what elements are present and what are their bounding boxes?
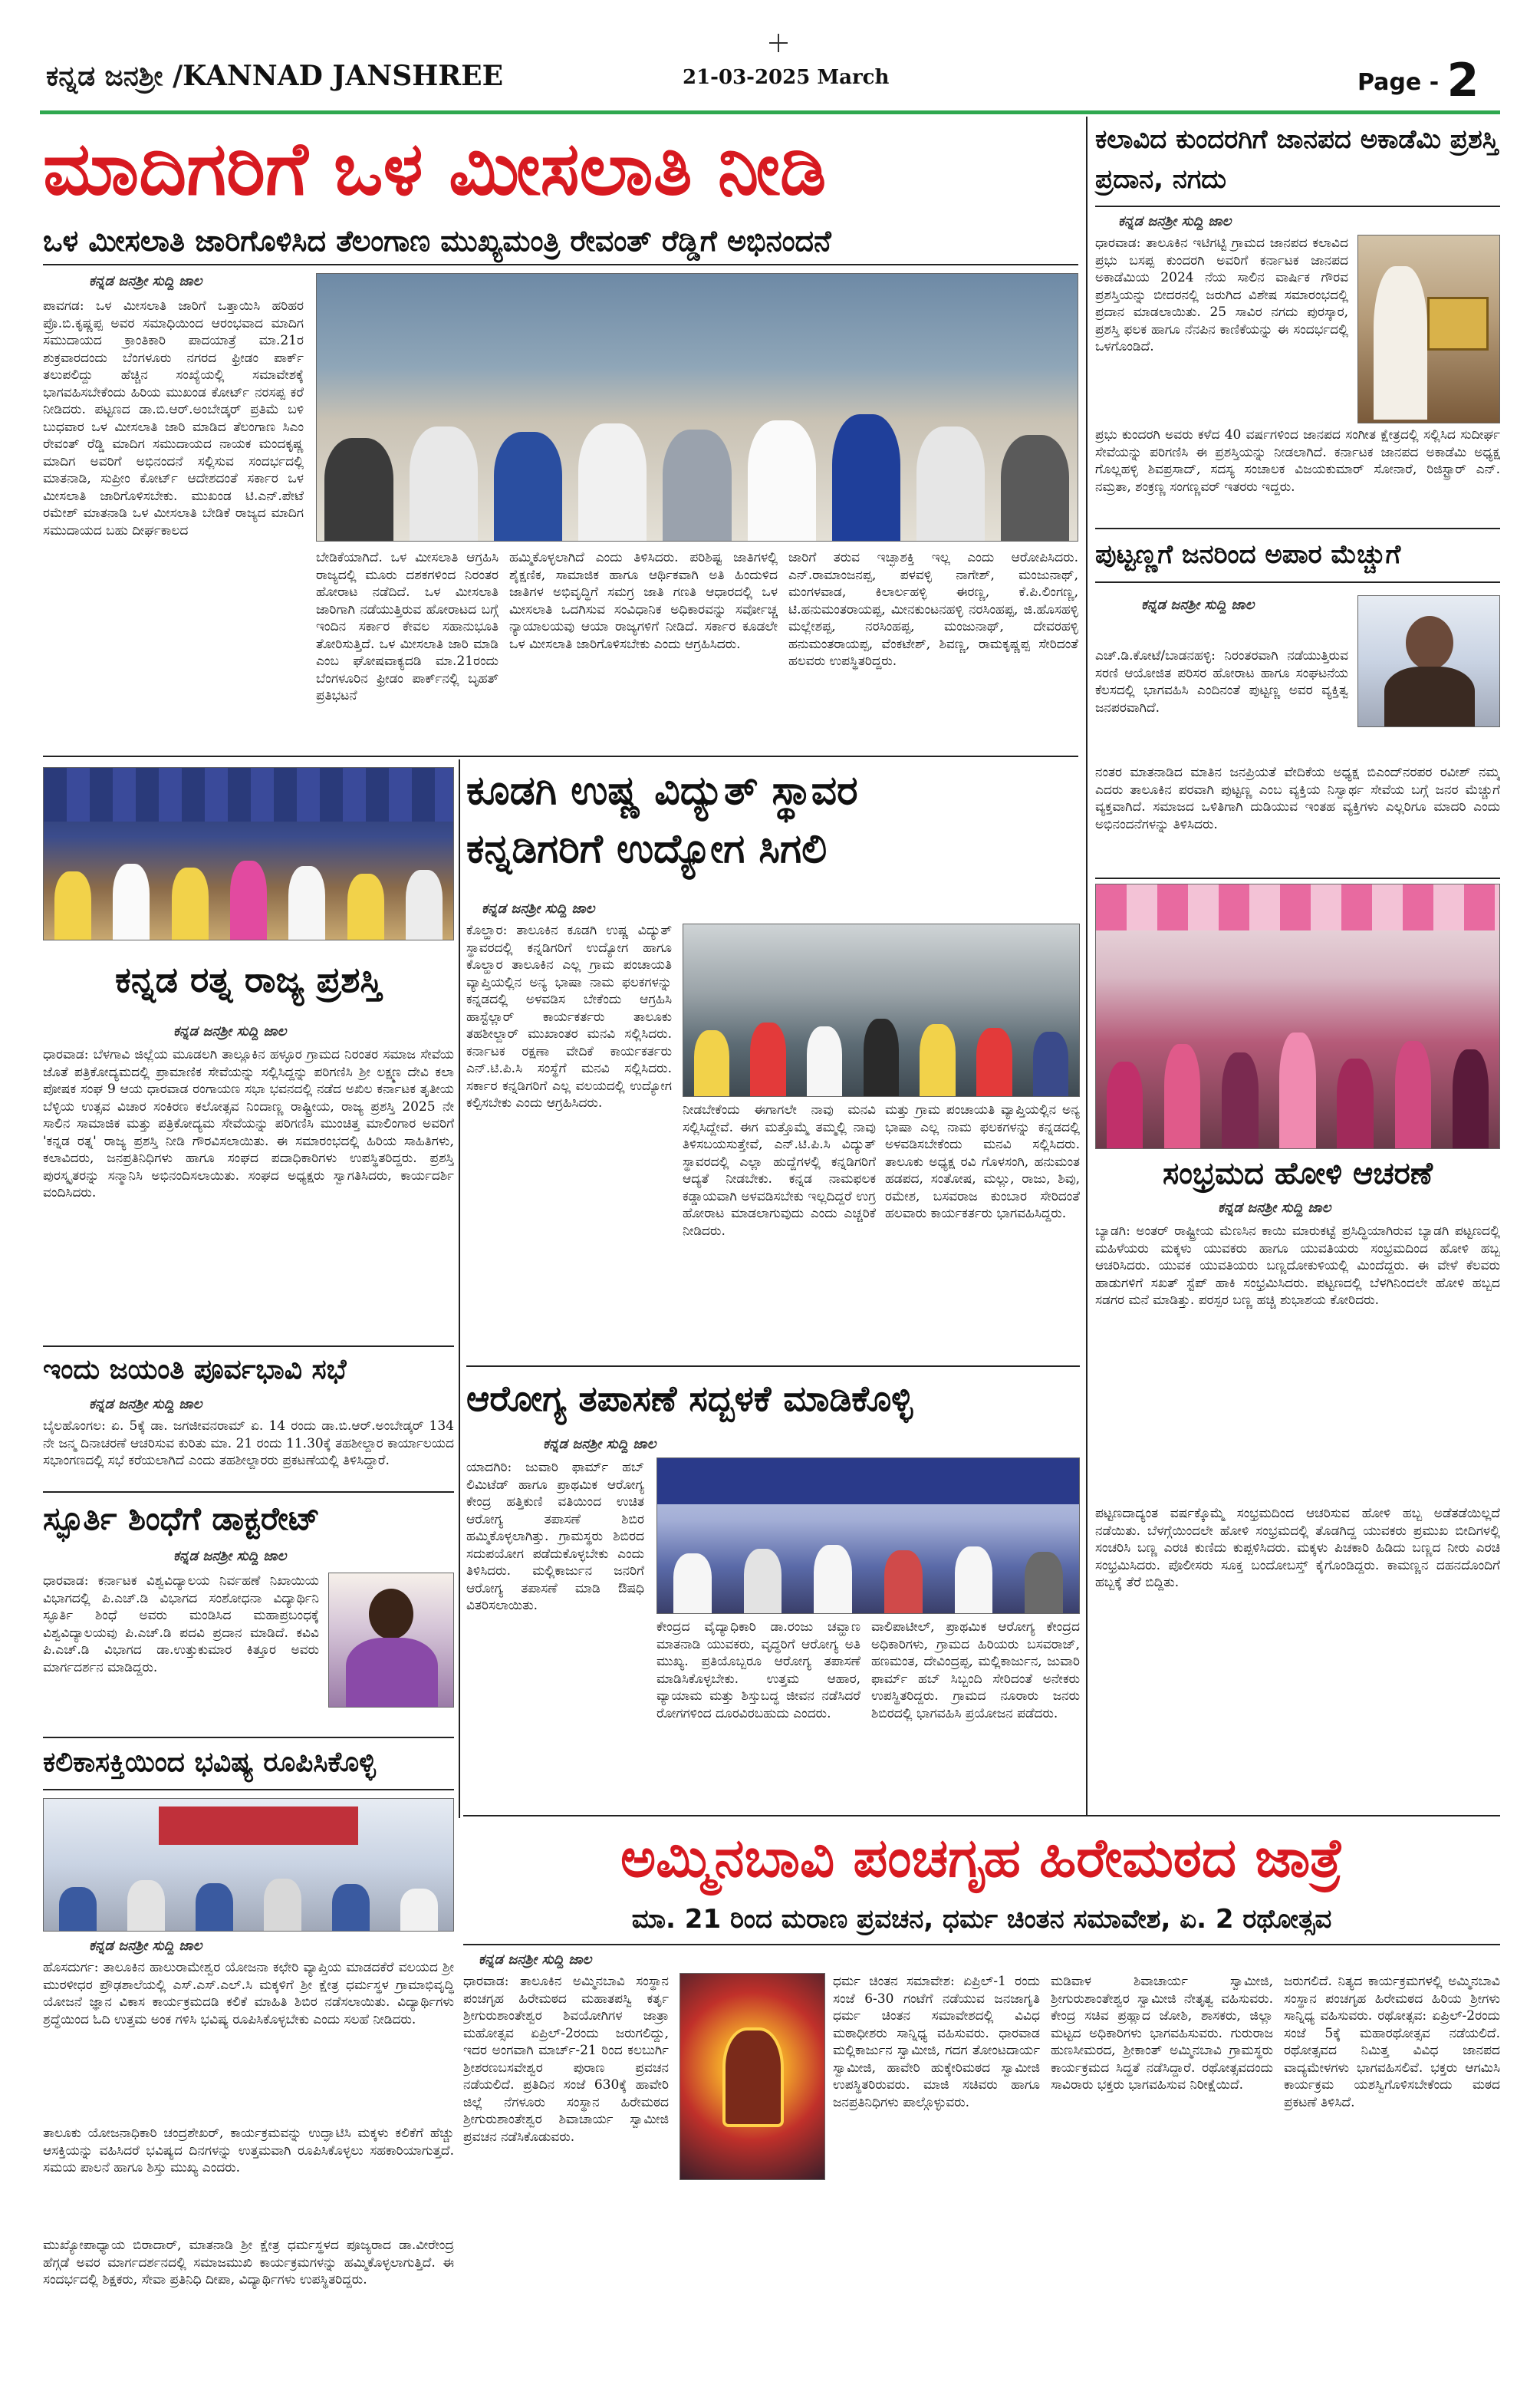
kalavida-rule (1095, 206, 1500, 207)
classroom-students (44, 1858, 453, 1931)
arogya-text1: ಯಾದಗಿರಿ: ಜುವಾರಿ ಫಾರ್ಮ್ ಹಬ್ ಲಿಮಿಟೆಡ್ ಹಾಗೂ ಪ್ರಾಥಮಿಕ ಆರೋಗ್ಯ ಕೇಂದ್ರ ಹತ್ತಿಕುಣಿ ವತಿಯಿಂದ ಉಚಿತ ಆರೋಗ್ಯ ತಪಾಸಣೆ ಶಿಬಿರ ಹಮ್ಮಿಕೊಳ್ಳಲಾಗಿತ್ತು. ಗ್ರಾಮಸ್ಥರು ಶಿಬಿರದ ಸದುಪಯೋಗ ಪಡೆದುಕೊಳ್ಳಬೇಕು ಎಂದು ತಿಳಿಸಿದರು. ಮಲ್ಲಿಕಾರ್ಜುನ ಜನರಿಗೆ ಆರೋಗ್ಯ ತಪಾಸಣೆ ಮಾಡಿ ಔಷಧಿ ವಿತರಿಸಲಾಯಿತು. (466, 1460, 644, 1613)
right-rule-2 (1095, 878, 1500, 879)
kudagi-text2: ನೀಡಬೇಕೆಂದು ಈಗಾಗಲೇ ನಾವು ಮನವಿ ಸಲ್ಲಿಸಿದ್ದೇವೆ. ಈಗ ಮತ್ತೊಮ್ಮೆ ತಮ್ಮಲ್ಲಿ ನಾವು ತಿಳಿಸಬಯಸುತ್ತೇವೆ, ಎನ್.ಟಿ.ಪಿ.ಸಿ ವಿದ್ಯುತ್ ಸ್ಥಾವರದಲ್ಲಿ ಎಲ್ಲಾ ಹುದ್ದೆಗಳಲ್ಲಿ ಕನ್ನಡಿಗರಿಗೆ ಆದ್ಯತೆ ನೀಡಬೇಕು. ಕನ್ನಡ ನಾಮಫಲಕ ಕಡ್ಡಾಯವಾಗಿ ಅಳವಡಿಸಬೇಕು ಇಲ್ಲದಿದ್ದರೆ ಉಗ್ರ ಹೋರಾಟ ಮಾಡಲಾಗುವುದು ಎಂದು ಎಚ್ಚರಿಕೆ ನೀಡಿದರು. (683, 1102, 876, 1239)
holi-story (1095, 1152, 1500, 1820)
portrait-head (369, 1589, 413, 1639)
stage-guests (44, 845, 453, 940)
kalikasakti-text2: ತಾಲೂಕು ಯೋಜನಾಧಿಕಾರಿ ಚಂದ್ರಶೇಖರ್, ಕಾರ್ಯಕ್ರಮವನ್ನು ಉದ್ಘಾಟಿಸಿ ಮಕ್ಕಳು ಕಲಿಕೆಗೆ ಹೆಚ್ಚು ಆಸಕ್ತಿಯನ್ನು ವಹಿಸಿದರೆ ಭವಿಷ್ಯದ ದಿನಗಳನ್ನು ಉತ್ತಮವಾಗಿ ರೂಪಿಸಿಕೊಳ್ಳಲು ಸಹಕಾರಿಯಾಗುತ್ತದೆ. ಸಮಯ ಪಾಲನೆ ಹಾಗೂ ಶಿಸ್ತು ಮುಖ್ಯ ಎಂದರು. (43, 2126, 454, 2175)
jatre-story (463, 1821, 1500, 2366)
puttanna-photo (1357, 595, 1500, 727)
portrait-head (1406, 616, 1453, 670)
kalavida-text2: ಪ್ರಭು ಕುಂದರಗಿ ಅವರು ಕಳೆದ 40 ವರ್ಷಗಳಿಂದ ಜಾನಪದ ಸಂಗೀತ ಕ್ಷೇತ್ರದಲ್ಲಿ ಸಲ್ಲಿಸಿದ ಸುದೀರ್ಘ ಸೇವೆಯನ್ನು ಪರಿಗಣಿಸಿ ಈ ಪ್ರಶಸ್ತಿಯನ್ನು ನೀಡಲಾಗಿದೆ. ಕರ್ನಾಟಕ ಜಾನಪದ ಅಕಾಡೆಮಿ ಅಧ್ಯಕ್ಷ ಗೊಲ್ಲಹಳ್ಳಿ ಶಿವಪ್ರಸಾದ್, ಸದಸ್ಯ ಸಂಚಾಲಕ ವಿಜಯಕುಮಾರ್ ಸೋನಾರೆ, ರಿಜಿಸ್ಟ್ರಾರ್ ಎನ್. ನಮ್ರತಾ, ಶಂಕ್ರಣ್ಣ ಸಂಗಣ್ಣವರ್ ಇತರರು ಇದ್ದರು. (1095, 427, 1500, 495)
puttanna-text2: ನಂತರ ಮಾತನಾಡಿದ ಮಾತಿನ ಜನಪ್ರಿಯತೆ ವೇದಿಕೆಯ ಅಧ್ಯಕ್ಷ ಬಿಎಂದ್‌ನರಪರ ರವೀಶ್ ನಮ್ಮ ಎದರು ತಾಲೂಕಿನ ಪರವಾಗಿ ಪುಟ್ಟಣ್ಣ ಎಂಬ ವ್ಯಕ್ತಿಯ ನಿಸ್ವಾರ್ಥ ಸೇವೆಯ ಬಗ್ಗೆ ಜನರ ಮೆಚ್ಚುಗೆ ವ್ಯಕ್ತವಾಗಿದೆ. ಸಮಾಜದ ಒಳಿತಿಗಾಗಿ ದುಡಿಯುವ ಇಂತಹ ವ್ಯಕ್ತಿಗಳು ಎಲ್ಲರಿಗೂ ಮಾದರಿ ಎಂದು ಅಭಿನಂದನೆಗಳನ್ನು ತಿಳಿಸಿದರು. (1095, 765, 1500, 832)
jatre-text-col1: ಧಾರವಾಡ: ತಾಲೂಕಿನ ಅಮ್ಮಿನಬಾವಿ ಸಂಸ್ಥಾನ ಪಂಚಗೃಹ ಹಿರೇಮಠದ ಮಹಾತಪಸ್ವಿ ಕರ್ತೃ ಶ್ರೀಗುರುಶಾಂತೇಶ್ವರ ಶಿವಯೋಗಿಗಳ ಜಾತ್ರಾ ಮಹೋತ್ಸವ ಏಪ್ರಿಲ್-2ರಂದು ಜರುಗಲಿದ್ದು, ಇದರ ಅಂಗವಾಗಿ ಮಾರ್ಚ್-21 ರಿಂದ ಕಲಬುರ್ಗಿ ಶ್ರೀಶರಣಬಸವೇಶ್ವರ ಪುರಾಣ ಪ್ರವಚನ ನಡೆಯಲಿದೆ. ಪ್ರತಿದಿನ ಸಂಜೆ 630ಕ್ಕೆ ಹಾವೇರಿ ಜಿಲ್ಲೆ ನೆಗಳೂರು ಸಂಸ್ಥಾನ ಹಿರೇಮಠದ ಶ್ರೀಗುರುಶಾಂತೇಶ್ವರ ಶಿವಾಚಾರ್ಯ ಸ್ವಾಮೀಜಿ ಪ್ರವಚನ ನಡೆಸಿಕೊಡುವರು. (463, 1974, 669, 2145)
ratna-headline: ಕನ್ನಡ ರತ್ನ ರಾಜ್ಯ ಪ್ರಶಸ್ತಿ (115, 959, 382, 1000)
kalikasakti-headline: ಕಲಿಕಾಸಕ್ತಿಯಿಂದ ಭವಿಷ್ಯ ರೂಪಿಸಿಕೊಳ್ಳಿ (43, 1747, 376, 1778)
jatre-rule (463, 1944, 1500, 1945)
crosshair-mark-h (769, 42, 788, 44)
puttanna-rule (1095, 581, 1500, 583)
brand-english: KANNAD JANSHREE (183, 60, 504, 92)
lead-text-col1: ಪಾವಗಡ: ಒಳ ಮೀಸಲಾತಿ ಜಾರಿಗೆ ಒತ್ತಾಯಿಸಿ ಹರಿಹರ ಪ್ರೊ.ಬಿ.ಕೃಷ್ಣಪ್ಪ ಅವರ ಸಮಾಧಿಯಿಂದ ಆರಂಭವಾದ ಮಾದಿಗ ಸಮುದಾಯದ ಕ್ರಾಂತಿಕಾರಿ ಪಾದಯಾತ್ರೆ ಮಾ.21ರ ಶುಕ್ರವಾರದಂದು ಬೆಂಗಳೂರು ನಗರದ ಫ್ರೀಡಂ ಪಾರ್ಕ್ ತಲುಪಲಿದ್ದು ಹೆಚ್ಚಿನ ಸಂಖ್ಯೆಯಲ್ಲಿ ಸಮಾವೇಶಕ್ಕೆ ಭಾಗವಹಿಸಬೇಕೆಂದು ಹಿರಿಯ ಮುಖಂಡ ಕೋರ್ಟ್ ನರಸಪ್ಪ ಕರೆ ನೀಡಿದರು. ಪಟ್ಟಣದ ಡಾ.ಬಿ.ಆರ್.ಅಂಬೇಡ್ಕರ್ ಪ್ರತಿಮೆ ಬಳಿ ಬುಧವಾರ ಒಳ ಮೀಸಲಾತಿ ಜಾರಿ ಮಾಡಿದ ತೆಲಂಗಾಣ ಸಿಎಂ ರೇವಂತ್ ರೆಡ್ಡಿ ಮಾದಿಗ ಸಮುದಾಯದ ನಾಯಕ ಮಂದಕೃಷ್ಣ ಮಾದಿಗ ಅವರಿಗೆ ಅಭಿನಂದನೆ ಸಲ್ಲಿಸುವ ಸಂದರ್ಭದಲ್ಲಿ ಮಾತನಾಡಿ, ಸುಪ್ರೀಂ ಕೋರ್ಟ್ ಆದೇಶದಂತೆ ಸರ್ಕಾರ ಒಳ ಮೀಸಲಾತಿ ಜಾರಿಗೊಳಿಸಬೇಕು. ಮುಖಂಡ ಟಿ.ಎನ್.ಪೇಟೆ ರಮೇಶ್ ಮಾತನಾಡಿ ಒಳ ಮೀಸಲಾತಿ ಬೇಡಿಕೆ ರಾಜ್ಯದ ಮಾದಿಗ ಸಮುದಾಯದ ಬಹು ದೀರ್ಘಕಾಲದ (43, 298, 304, 538)
portrait-body (1384, 667, 1475, 727)
spoorthi-headline: ಸ್ಫೂರ್ತಿ ಶಿಂಧೆಗೆ ಡಾಕ್ಟರೇಟ್ (43, 1500, 321, 1537)
lead-subhead: ಒಳ ಮೀಸಲಾತಿ ಜಾರಿಗೊಳಿಸಿದ ತೆಲಂಗಾಣ ಮುಖ್ಯಮಂತ್ರಿ ರೇವಂತ್ ರೆಡ್ಡಿಗೆ ಅಭಿನಂದನೆ (43, 224, 831, 258)
kudagi-byline: ಕನ್ನಡ ಜನಶ್ರೀ ಸುದ್ದಿ ಜಾಲ (482, 901, 595, 917)
holi-text1: ಬ್ಯಾಡಗಿ: ಅಂತರ್ ರಾಷ್ಟ್ರೀಯ ಮೆಣಸಿನ ಕಾಯಿ ಮಾರುಕಟ್ಟೆ ಪ್ರಸಿದ್ಧಿಯಾಗಿರುವ ಬ್ಯಾಡಗಿ ಪಟ್ಟಣದಲ್ಲಿ ಮಹಿಳೆಯರು ಮಕ್ಕಳು ಯುವಕರು ಹಾಗೂ ಯುವತಿಯರು ಸಂಭ್ರಮದಿಂದ ಹೋಳಿ ಹಬ್ಬ ಆಚರಿಸಿದರು. ಯುವಕ ಯುವತಿಯರು ಬಣ್ಣದೋಕುಳಿಯಲ್ಲಿ ಮಿಂದೆದ್ದರು. ಈ ವೇಳೆ ಕೆಲವರು ಹಾಡುಗಳಿಗೆ ಸಖತ್ ಸ್ಟೆಪ್ ಹಾಕಿ ಸಂಭ್ರಮಿಸಿದರು. ಪಟ್ಟಣದಲ್ಲಿ ಬೆಳಗಿನಿಂದಲೇ ಹೋಳಿ ಹಬ್ಬದ ಸಡಗರ ಮನೆ ಮಾಡಿತ್ತು. ಪರಸ್ಪರ ಬಣ್ಣ ಹಚ್ಚಿ ಶುಭಾಶಯ ಕೋರಿದರು. (1095, 1224, 1500, 1308)
middle-bottom-rule (463, 1815, 1500, 1816)
spoorthi-photo (328, 1573, 454, 1708)
ratna-photo (43, 767, 454, 940)
arogya-byline: ಕನ್ನಡ ಜನಶ್ರೀ ಸುದ್ದಿ ಜಾಲ (543, 1436, 656, 1452)
brand-kannada: ಕನ್ನಡ ಜನಶ್ರೀ / (46, 60, 183, 92)
jatre-subhead: ಮಾ. 21 ರಿಂದ ಮರಾಣ ಪ್ರವಚನ, ಧರ್ಮ ಚಿಂತನ ಸಮಾವೇಶ, ಏ. 2 ರಥೋತ್ಸವ (631, 1904, 1332, 1935)
kalikasakti-rule (43, 1789, 454, 1790)
kudagi-headline-2: ಕನ್ನಡಿಗರಿಗೆ ಉದ್ಯೋಗ ಸಿಗಲಿ (466, 826, 828, 872)
masthead (0, 0, 1540, 115)
spoorthi-story (43, 1496, 454, 1734)
jayanti-byline: ಕನ್ನಡ ಜನಶ್ರೀ ಸುದ್ದಿ ಜಾಲ (89, 1396, 202, 1412)
lead-byline: ಕನ್ನಡ ಜನಶ್ರೀ ಸುದ್ದಿ ಜಾಲ (89, 273, 202, 289)
ratna-story (43, 944, 454, 1342)
lead-text-col4: ಜಾರಿಗೆ ತರುವ ಇಚ್ಛಾಶಕ್ತಿ ಇಲ್ಲ ಎಂದು ಆರೋಪಿಸಿದರು. ಎನ್.ರಾಮಾಂಜನಪ್ಪ, ಪಳವಳ್ಳಿ ನಾಗೇಶ್, ಮಂಜುನಾಥ್, ಮಂಗಳವಾಡ, ಕಿಲಾರ್ಲಹಳ್ಳಿ ಈರಣ್ಣ, ಕೆ.ಪಿ.ಲಿಂಗಣ್ಣ, ಟಿ.ಹನುಮಂತರಾಯಪ್ಪ, ಮೀನಕುಂಟನಹಳ್ಳಿ ನರಸಿಂಹಪ್ಪ, ಜಿ.ಹೊಸಹಳ್ಳಿ ಮಲ್ಲೇಶಪ್ಪ, ನರಸಿಂಹಪ್ಪ, ಮಂಜುನಾಥ್, ದೇವರಹಳ್ಳಿ ಹನುಮಂತರಾಯಪ್ಪ, ವೆಂಕಟೇಶ್, ಶಿವಣ್ಣ, ರಾಮಕೃಷ್ಣಪ್ಪ ಸೇರಿದಂತೆ ಹಲವರು ಉಪಸ್ಥಿತರಿದ್ದರು. (788, 550, 1078, 669)
lead-text-col2: ಬೇಡಿಕೆಯಾಗಿದೆ. ಒಳ ಮೀಸಲಾತಿ ಆಗ್ರಹಿಸಿ ರಾಜ್ಯದಲ್ಲಿ ಮೂರು ದಶಕಗಳಿಂದ ನಿರಂತರ ಹೋರಾಟ ನಡೆದಿದೆ. ಒಳ ಮೀಸಲಾತಿ ಜಾರಿಗಾಗಿ ನಡೆಯುತ್ತಿರುವ ಹೋರಾಟದ ಬಗ್ಗೆ ಇಂದಿನ ಸರ್ಕಾರ ಕೇವಲ ಸಹಾನುಭೂತಿ ತೋರಿಸುತ್ತಿದೆ. ಒಳ ಮೀಸಲಾತಿ ಜಾರಿ ಮಾಡಿ ಎಂಬ ಘೋಷವಾಕ್ಯದಡಿ ಮಾ.21ರಂದು ಬೆಂಗಳೂರಿನ ಫ್ರೀಡಂ ಪಾರ್ಕ್‌ನಲ್ಲಿ ಬೃಹತ್ ಪ್ರತಿಭಟನೆ (316, 550, 499, 703)
photo-group (317, 394, 1078, 541)
protest-group (683, 1002, 1079, 1096)
kudagi-text3: ಮತ್ತು ಗ್ರಾಮ ಪಂಚಾಯತಿ ವ್ಯಾಪ್ತಿಯಲ್ಲಿನ ಅನ್ಯ ಭಾಷಾ ಎಲ್ಲ ನಾಮ ಫಲಕಗಳನ್ನು ಕನ್ನಡದಲ್ಲಿ ಅಳವಡಿಸಬೇಕೆಂದು ಮನವಿ ಸಲ್ಲಿಸಿದರು. ತಾಲೂಕು ಅಧ್ಯಕ್ಷ ರವಿ ಗೊಳಸಂಗಿ, ಹನುಮಂತ ಹಡಪದ, ಸಂತೋಷ, ಮಲ್ಲು, ರಾಜು, ಶಿವು, ರಮೇಶ, ಬಸವರಾಜ ಕುಂಬಾರ ಸೇರಿದಂತೆ ಹಲವಾರು ಕಾರ್ಯಕರ್ತರು ಭಾಗವಹಿಸಿದ್ದರು. (885, 1102, 1080, 1221)
portrait-saree (346, 1638, 438, 1708)
left-rule-3 (43, 1737, 454, 1738)
page-indicator (1357, 54, 1479, 107)
kalikasakti-byline: ಕನ್ನಡ ಜನಶ್ರೀ ಸುದ್ದಿ ಜಾಲ (89, 1938, 202, 1954)
arogya-headline: ಆರೋಗ್ಯ ತಪಾಸಣೆ ಸದ್ಬಳಕೆ ಮಾಡಿಕೊಳ್ಳಿ (466, 1378, 913, 1419)
holi-text2: ಪಟ್ಟಣದಾದ್ಯಂತ ವರ್ಷಕ್ಕೊಮ್ಮೆ ಸಂಭ್ರಮದಿಂದ ಆಚರಿಸುವ ಹೋಳಿ ಹಬ್ಬ ಅಡೆತಡೆಯಿಲ್ಲದೆ ನಡೆಯಿತು. ಬೆಳಗ್ಗೆಯಿಂದಲೇ ಹೋಳಿ ಸಂಭ್ರಮದಲ್ಲಿ ತೊಡಗಿದ್ದ ಯುವಕರು ಪ್ರಮುಖ ಬೀದಿಗಳಲ್ಲಿ ಸಂಚರಿಸಿ ಬಣ್ಣ ಎರಚಿ ಕುಣಿದು ಕುಪ್ಪಳಿಸಿದರು. ಮಕ್ಕಳು ಪಿಚಕಾರಿ ಹಿಡಿದು ಬಣ್ಣದ ನೀರು ಎರಚಿ ಸಂಭ್ರಮಿಸಿದರು. ಪೊಲೀಸರು ಸೂಕ್ತ ಬಂದೋಬಸ್ತ್ ಕೈಗೊಂಡಿದ್ದರು. ಕಾಮಣ್ಣನ ದಹನದೊಂದಿಗೆ ಹಬ್ಬಕ್ಕೆ ತೆರೆ ಬಿದ್ದಿತು. (1095, 1506, 1500, 1590)
stage-banner (44, 768, 454, 822)
middle-rule-1 (466, 1365, 1080, 1367)
holi-headline: ಸಂಭ್ರಮದ ಹೋಳಿ ಆಚರಣೆ (1163, 1156, 1433, 1191)
kalikasakti-story (43, 1741, 454, 2370)
jayanti-text: ಬೈಲಹೊಂಗಲ: ಏ. 5ಕ್ಕೆ ಡಾ. ಜಗಜೀವನರಾಮ್ ಏ. 14 ರಂದು ಡಾ.ಬಿ.ಆರ್.ಅಂಬೇಡ್ಕರ್ 134 ನೇ ಜನ್ಮ ದಿನಾಚರಣೆ ಆಚರಿಸುವ ಕುರಿತು ಮಾ. 21 ರಂದು 11.30ಕ್ಕೆ ತಹಶೀಲ್ದಾರ ಕಾರ್ಯಾಲಯದ ಸಭಾಂಗಣದಲ್ಲಿ ಸಭೆ ಕರೆಯಲಾಗಿದೆ ಎಂದು ತಹಶೀಲ್ದಾರರು ಪ್ರಕಟಣೆಯಲ್ಲಿ ತಿಳಿಸಿದ್ದಾರೆ. (43, 1418, 454, 1468)
lead-text-col3: ಹಮ್ಮಿಕೊಳ್ಳಲಾಗಿದೆ ಎಂದು ತಿಳಿಸಿದರು. ಪರಿಶಿಷ್ಟ ಜಾತಿಗಳಲ್ಲಿ ಶೈಕ್ಷಣಿಕ, ಸಾಮಾಜಿಕ ಹಾಗೂ ಆರ್ಥಿಕವಾಗಿ ಅತಿ ಹಿಂದುಳಿದ ಜಾತಿಗಳ ಅಭಿವೃದ್ಧಿಗೆ ಸಮಗ್ರ ಜಾತಿ ಗಣತಿ ಆಧಾರದಲ್ಲಿ ಒಳ ಮೀಸಲಾತಿ ಒದಗಿಸುವ ಸಂವಿಧಾನಿಕ ಅಧಿಕಾರವನ್ನು ಸರ್ವೋಚ್ಚ ನ್ಯಾಯಾಲಯವು ಆಯಾ ರಾಜ್ಯಗಳಿಗೆ ನೀಡಿದೆ. ಸರ್ಕಾರ ಕೂಡಲೇ ಒಳ ಮೀಸಲಾತಿ ಜಾರಿಗೊಳಿಸಬೇಕು ಎಂದು ಆಗ್ರಹಿಸಿದರು. (509, 550, 778, 652)
kalikasakti-text3: ಮುಖ್ಯೋಪಾಧ್ಯಾಯ ಬಿರಾದಾರ್, ಮಾತನಾಡಿ ಶ್ರೀ ಕ್ಷೇತ್ರ ಧರ್ಮಸ್ಥಳದ ಪೂಜ್ಯರಾದ ಡಾ.ವೀರೇಂದ್ರ ಹೆಗ್ಗಡೆ ಅವರ ಮಾರ್ಗದರ್ಶನದಲ್ಲಿ ಸಮಾಜಮುಖಿ ಕಾರ್ಯಕ್ರಮಗಳನ್ನು ಹಮ್ಮಿಕೊಳ್ಳಲಾಗುತ್ತಿದೆ. ಈ ಸಂದರ್ಭದಲ್ಲಿ ಶಿಕ್ಷಕರು, ಸೇವಾ ಪ್ರತಿನಿಧಿ ದೀಪಾ, ವಿದ್ಯಾರ್ಥಿಗಳು ಉಪಸ್ಥಿತರಿದ್ದರು. (43, 2238, 454, 2287)
left-rule-1 (43, 1345, 454, 1347)
page-number: 2 (1446, 54, 1479, 107)
puttanna-story (1095, 532, 1500, 878)
jatre-text-col4: ಜರುಗಲಿದೆ. ನಿತ್ಯದ ಕಾರ್ಯಕ್ರಮಗಳಲ್ಲಿ ಅಮ್ಮಿನಬಾವಿ ಸಂಸ್ಥಾನ ಪಂಚಗೃಹ ಹಿರೇಮಠದ ಹಿರಿಯ ಶ್ರೀಗಳು ಸಾನ್ನಿಧ್ಯ ವಹಿಸುವರು. ರಥೋತ್ಸವ: ಏಪ್ರಿಲ್-2ರಂದು ಸಂಜೆ 5ಕ್ಕೆ ಮಹಾರಥೋತ್ಸವ ನಡೆಯಲಿದೆ. ರಥೋತ್ಸವದ ನಿಮಿತ್ತ ವಿವಿಧ ಜಾನಪದ ವಾದ್ಯಮೇಳಗಳು ಭಾಗವಹಿಸಲಿವೆ. ಭಕ್ತರು ಆಗಮಿಸಿ ಕಾರ್ಯಕ್ರಮ ಯಶಸ್ವಿಗೊಳಿಸಬೇಕೆಂದು ಮಠದ ಪ್ರಕಟಣೆ ತಿಳಿಸಿದೆ. (1284, 1974, 1500, 2110)
holi-byline: ಕನ್ನಡ ಜನಶ್ರೀ ಸುದ್ದಿ ಜಾಲ (1218, 1200, 1331, 1216)
kalavida-byline: ಕನ್ನಡ ಜನಶ್ರೀ ಸುದ್ದಿ ಜಾಲ (1118, 213, 1232, 229)
brand-name (46, 60, 503, 93)
kalavida-photo (1357, 235, 1500, 423)
kalavida-story (1095, 120, 1500, 526)
kudagi-photo (683, 924, 1080, 1097)
ratna-text: ಧಾರವಾಡ: ಬೆಳಗಾವಿ ಜಿಲ್ಲೆಯ ಮೂಡಲಗಿ ತಾಲ್ಲೂಕಿನ ಹಳ್ಳೂರ ಗ್ರಾಮದ ನಿರಂತರ ಸಮಾಜ ಸೇವೆಯ ಜೊತೆ ಪತ್ರಿಕೋದ್ಯಮದಲ್ಲಿ ಪ್ರಾಮಾಣಿಕ ಸೇವೆಯನ್ನು ಸಲ್ಲಿಸಿದ್ದನ್ನು ಪರಿಗಣಿಸಿ ಶ್ರೀ ಲಕ್ಷ್ಮಣ ದೇವಿ ಕಲಾ ಪೋಷಕ ಸಂಘ 9 ಆಯ ಧಾರವಾಡ ರಂಗಾಯಣ ಸಭಾ ಭವನದಲ್ಲಿ ನಡೆದ ಅಖಿಲ ಕರ್ನಾಟಕ ತೃತೀಯ ಬೆಳ್ಳಿಯ ಉತ್ಸವ ವಿಚಾರ ಸಂಕಿರಣ ಕಲೋತ್ಸವ ನಿಂದಾಣ್ಣ ರಾಷ್ಟ್ರೀಯ, ರಾಜ್ಯ ಪ್ರಶಸ್ತಿ 2025 ನೇ ಸಾಲಿನ ಸಾಮಾಜಿಕ ಮತ್ತು ಪತ್ರಿಕೋದ್ಯಮ ಸೇವೆಯನ್ನು ಪರಿಗಣಿಸಿ ಮುಂಚಿತ್ತ ಮಾಲಿಂಗಾರ ಅವರಿಗೆ 'ಕನ್ನಡ ರತ್ನ' ರಾಜ್ಯ ಪ್ರಶಸ್ತಿ ನೀಡಿ ಗೌರವಿಸಲಾಯಿತು. ಈ ಸಮಾರಂಭದಲ್ಲಿ ಹಿರಿಯ ಸಾಹಿತಿಗಳು, ಕಲಾವಿದರು, ಜನಪ್ರತಿನಿಧಿಗಳು ಹಾಗೂ ಸಂಘದ ಪದಾಧಿಕಾರಿಗಳು ಉಪಸ್ಥಿತರಿದ್ದರು. ಪ್ರಶಸ್ತಿ ಪುರಸ್ಕೃತರನ್ನು ಸನ್ಮಾನಿಸಿ ಅಭಿನಂದಿಸಲಾಯಿತು. ಸಂಘದ ಅಧ್ಯಕ್ಷರು ಸ್ವಾಗತಿಸಿದರು, ಕಾರ್ಯದರ್ಶಿ ವಂದಿಸಿದರು. (43, 1047, 454, 1200)
jatre-text-col3: ಮಡಿವಾಳ ಶಿವಾಚಾರ್ಯ ಸ್ವಾಮೀಜಿ, ಶ್ರೀಗುರುಶಾಂತೇಶ್ವರ ಸ್ವಾಮೀಜಿ ನೇತೃತ್ವ ವಹಿಸುವರು. ಕೇಂದ್ರ ಸಚಿವ ಪ್ರಹ್ಲಾದ ಜೋಶಿ, ಶಾಸಕರು, ಜಿಲ್ಲಾ ಮಟ್ಟದ ಅಧಿಕಾರಿಗಳು ಭಾಗವಹಿಸುವರು. ಗುರುರಾಜ ಹುಣಸೀಮರದ, ಶ್ರೀಕಾಂತ್ ಅಮ್ಮಿನಬಾವಿ ಗ್ರಾಮಸ್ಥರು ಕಾರ್ಯಕ್ರಮದ ಸಿದ್ಧತೆ ನಡೆಸಿದ್ದಾರೆ. ರಥೋತ್ಸವದಂದು ಸಾವಿರಾರು ಭಕ್ತರು ಭಾಗವಹಿಸುವ ನಿರೀಕ್ಷೆಯಿದೆ. (1051, 1974, 1273, 2093)
ratna-byline: ಕನ್ನಡ ಜನಶ್ರೀ ಸುದ್ದಿ ಜಾಲ (173, 1023, 287, 1039)
left-rule-2 (43, 1491, 454, 1493)
arogya-photo (656, 1457, 1080, 1614)
column-divider-left (459, 759, 460, 1818)
kalavida-headline: ಕಲಾವಿದ ಕುಂದರಗಿಗೆ ಜಾನಪದ ಅಕಾಡೆಮಿ ಪ್ರಶಸ್ತಿ ಪ್ರದಾನ, ನಗದು (1095, 124, 1499, 195)
kalavida-text1: ಧಾರವಾಡ: ತಾಲೂಕಿನ ಇಟಿಗಟ್ಟಿ ಗ್ರಾಮದ ಜಾನಪದ ಕಲಾವಿದ ಪ್ರಭು ಬಸಪ್ಪ ಕುಂದರಗಿ ಅವರಿಗೆ ಕರ್ನಾಟಕ ಜಾನಪದ ಅಕಾಡೆಮಿಯ 2024 ನೆಯ ಸಾಲಿನ ವಾರ್ಷಿಕ ಗೌರವ ಪ್ರಶಸ್ತಿಯನ್ನು ಬೀದರನಲ್ಲಿ ಜರುಗಿದ ವಿಶೇಷ ಸಮಾರಂಭದಲ್ಲಿ ಪ್ರದಾನ ಮಾಡಲಾಯಿತು. 25 ಸಾವಿರ ನಗದು ಪುರಸ್ಕಾರ, ಪ್ರಶಸ್ತಿ ಫಲಕ ಹಾಗೂ ನೆನಪಿನ ಕಾಣಿಕೆಯನ್ನು ಈ ಸಂದರ್ಭದಲ್ಲಿ ಒಳಗೊಂಡಿದೆ. (1095, 235, 1348, 354)
issue-date: 21-03-2025 March (683, 66, 890, 89)
kalikasakti-text1: ಹೊಸದುರ್ಗ: ತಾಲೂಕಿನ ಹಾಲುರಾಮೇಶ್ವರ ಯೋಜನಾ ಕಛೇರಿ ವ್ಯಾಪ್ತಿಯ ಮಾಡದಕೆರೆ ವಲಯದ ಶ್ರೀ ಮುರಳೀಧರ ಪ್ರೌಢಶಾಲೆಯಲ್ಲಿ ಎಸ್.ಎಸ್.ಎಲ್.ಸಿ ಮಕ್ಕಳಿಗೆ ಶ್ರೀ ಕ್ಷೇತ್ರ ಧರ್ಮಸ್ಥಳ ಗ್ರಾಮಾಭಿವೃದ್ಧಿ ಯೋಜನೆ ಜ್ಞಾನ ವಿಕಾಸ ಕಾರ್ಯಕ್ರಮದಡಿ ಕಲಿಕೆ ಮಾಹಿತಿ ಶಿಬಿರ ನಡೆಸಲಾಯಿತು. ವಿದ್ಯಾರ್ಥಿಗಳು ಶ್ರದ್ಧೆಯಿಂದ ಓದಿ ಉತ್ತಮ ಅಂಕ ಗಳಿಸಿ ಭವಿಷ್ಯ ರೂಪಿಸಿಕೊಳ್ಳಬೇಕು ಎಂದು ಸಲಹೆ ನೀಡಿದರು. (43, 1960, 454, 2027)
award-plaque (1427, 297, 1489, 351)
right-rule-1 (1095, 528, 1500, 529)
school-banner (159, 1807, 358, 1845)
kudagi-headline-1: ಕೂಡಗಿ ಉಷ್ಣ ವಿದ್ಯುತ್ ಸ್ಥಾವರ (466, 768, 858, 814)
holi-photo (1095, 884, 1500, 1149)
jatre-byline: ಕನ್ನಡ ಜನಶ್ರೀ ಸುದ್ದಿ ಜಾಲ (479, 1951, 592, 1968)
arogya-text3: ವಾಲಿಪಾಟೀಲ್, ಪ್ರಾಥಮಿಕ ಆರೋಗ್ಯ ಕೇಂದ್ರದ ಅಧಿಕಾರಿಗಳು, ಗ್ರಾಮದ ಹಿರಿಯರು ಬಸವರಾಜ್, ಹಣಮಂತ, ದೇವಿಂದ್ರಪ್ಪ, ಮಲ್ಲಿಕಾರ್ಜುನ, ಜುವಾರಿ ಫಾರ್ಮ್ ಹಬ್ ಸಿಬ್ಬಂದಿ ಸೇರಿದಂತೆ ಅನೇಕರು ಉಪಸ್ಥಿತರಿದ್ದರು. ಗ್ರಾಮದ ನೂರಾರು ಜನರು ಶಿಬಿರದಲ್ಲಿ ಭಾಗವಹಿಸಿ ಪ್ರಯೋಜನ ಪಡೆದರು. (871, 1619, 1080, 1721)
puttanna-headline: ಪುಟ್ಟಣ್ಣಗೆ ಜನರಿಂದ ಅಪಾರ ಮೆಚ್ಚುಗೆ (1095, 539, 1401, 570)
jatre-headline: ಅಮ್ಮಿನಬಾವಿ ಪಂಚಗೃಹ ಹಿರೇಮಠದ ಜಾತ್ರೆ (620, 1826, 1344, 1889)
column-divider (1086, 117, 1088, 1816)
lead-photo (316, 273, 1078, 542)
person-silhouette (1374, 266, 1427, 420)
puttanna-text1: ಎಚ್.ಡಿ.ಕೋಟೆ/ಬಾಡನಹಳ್ಳಿ: ನಿರಂತರವಾಗಿ ನಡೆಯುತ್ತಿರುವ ಸರಣಿ ಆಯೋಜಿತ ಪರಿಸರ ಹೋರಾಟ ಹಾಗೂ ಸಂಘಟನೆಯ ಕೆಲಸದಲ್ಲಿ ಭಾಗವಹಿಸಿ ಎಂದಿನಂತೆ ಪುಟ್ಟಣ್ಣ ಅವರ ವ್ಯಕ್ತಿತ್ವ ಜನಪರವಾಗಿದೆ. (1095, 648, 1348, 716)
lead-story (43, 123, 1078, 752)
arogya-story (466, 1373, 1080, 1810)
lead-rule (43, 264, 1078, 265)
spoorthi-text: ಧಾರವಾಡ: ಕರ್ನಾಟಕ ವಿಶ್ವವಿದ್ಯಾಲಯ ನಿರ್ವಹಣೆ ನಿಖಾಯಿಯ ವಿಭಾಗದಲ್ಲಿ ಪಿ.ಎಚ್.ಡಿ ವಿಭಾಗದ ಸಂಶೋಧನಾ ವಿದ್ಯಾರ್ಥಿನಿ ಸ್ಫೂರ್ತಿ ಶಿಂಧೆ ಅವರು ಮಂಡಿಸಿದ ಮಹಾಪ್ರಬಂಧಕ್ಕೆ ವಿಶ್ವವಿದ್ಯಾಲಯವು ಪಿ.ಎಚ್.ಡಿ ಪದವಿ ಪ್ರದಾನ ಮಾಡಿದೆ. ಕವಿವಿ ಪಿ.ಎಚ್.ಡಿ ವಿಭಾಗದ ಡಾ.ಉತ್ತುಕುಮಾರ ಕಿತ್ತೂರ ಅವರು ಮಾರ್ಗದರ್ಶನ ಮಾಡಿದ್ದರು. (43, 1573, 319, 1675)
jayanti-headline: ಇಂದು ಜಯಂತಿ ಪೂರ್ವಭಾವಿ ಸಭೆ (43, 1354, 347, 1385)
arogya-text2: ಕೇಂದ್ರದ ವೈದ್ಯಾಧಿಕಾರಿ ಡಾ.ರಂಜು ಚವ್ಹಾಣ ಮಾತನಾಡಿ ಯುವಕರು, ವೃದ್ಧರಿಗೆ ಆರೋಗ್ಯ ಅತಿ ಮುಖ್ಯ. ಪ್ರತಿಯೊಬ್ಬರೂ ಆರೋಗ್ಯ ತಪಾಸಣೆ ಮಾಡಿಸಿಕೊಳ್ಳಬೇಕು. ಉತ್ತಮ ಆಹಾರ, ವ್ಯಾಯಾಮ ಮತ್ತು ಶಿಸ್ತುಬದ್ಧ ಜೀವನ ನಡೆಸಿದರೆ ರೋಗಗಳಿಂದ ದೂರವಿರಬಹುದು ಎಂದರು. (656, 1619, 860, 1721)
jatre-text-col2: ಧರ್ಮ ಚಿಂತನ ಸಮಾವೇಶ: ಏಪ್ರಿಲ್-1 ರಂದು ಸಂಜೆ 6-30 ಗಂಟೆಗೆ ನಡೆಯುವ ಜನಜಾಗೃತಿ ಧರ್ಮ ಚಿಂತನ ಸಮಾವೇಶದಲ್ಲಿ ವಿವಿಧ ಮಠಾಧೀಶರು ಸಾನ್ನಿಧ್ಯ ವಹಿಸುವರು. ಧಾರವಾಡ ಮಲ್ಲಿಕಾರ್ಜುನ ಸ್ವಾಮೀಜಿ, ಗದಗ ತೋಂಟದಾರ್ಯ ಸ್ವಾಮೀಜಿ, ಹಾವೇರಿ ಹುಕ್ಕೇರಿಮಠದ ಸ್ವಾಮೀಜಿ ಉಪಸ್ಥಿತರಿರುವರು. ಮಾಜಿ ಸಚಿವರು ಹಾಗೂ ಜನಪ್ರತಿನಿಧಿಗಳು ಪಾಲ್ಗೊಳ್ಳುವರು. (833, 1974, 1040, 2110)
spoorthi-byline: ಕನ್ನಡ ಜನಶ್ರೀ ಸುದ್ದಿ ಜಾಲ (173, 1548, 287, 1564)
jatre-idol-photo (680, 1973, 825, 2180)
holi-canopy (1096, 884, 1500, 930)
health-camp-banner (657, 1458, 1080, 1504)
holi-crowd (1096, 1003, 1499, 1148)
kalikasakti-photo (43, 1798, 454, 1932)
puttanna-byline: ಕನ್ನಡ ಜನಶ್ರೀ ಸುದ್ದಿ ಜಾಲ (1141, 597, 1255, 613)
lead-headline: ಮಾದಿಗರಿಗೆ ಒಳ ಮೀಸಲಾತಿ ನೀಡಿ (43, 126, 827, 212)
kudagi-text1: ಕೊಲ್ಹಾರ: ತಾಲೂಕಿನ ಕೂಡಗಿ ಉಷ್ಣ ವಿದ್ಯುತ್ ಸ್ಥಾವರದಲ್ಲಿ ಕನ್ನಡಿಗರಿಗೆ ಉದ್ಯೋಗ ಹಾಗೂ ಕೊಲ್ಹಾರ ತಾಲೂಕಿನ ಎಲ್ಲ ಗ್ರಾಮ ಪಂಚಾಯತಿ ವ್ಯಾಪ್ತಿಯಲ್ಲಿನ ಅನ್ಯ ಭಾಷಾ ನಾಮ ಫಲಕಗಳನ್ನು ಕನ್ನಡದಲ್ಲಿ ಅಳವಡಿಸ ಬೇಕೆಂದು ಆಗ್ರಹಿಸಿ ಹಾಸ್ಟೆಲ್ಲಾರ್ ಕಾರ್ಯಕರ್ತರು ತಾಲೂಕು ತಹಶೀಲ್ದಾರ್ ಮುಖಾಂತರ ಮನವಿ ಸಲ್ಲಿಸಿದರು. ಕರ್ನಾಟಕ ರಕ್ಷಣಾ ವೇದಿಕೆ ಕಾರ್ಯಕರ್ತರು ಎನ್.ಟಿ.ಪಿ.ಸಿ ಸಂಸ್ಥೆಗೆ ಮನವಿ ಸಲ್ಲಿಸಿದರು. ಸರ್ಕಾರ ಕನ್ನಡಿಗರಿಗೆ ಎಲ್ಲ ವಲಯದಲ್ಲಿ ಉದ್ಯೋಗ ಕಲ್ಪಿಸಬೇಕು ಎಂದು ಆಗ್ರಹಿಸಿದರು. (466, 923, 672, 1111)
kudagi-story (466, 764, 1080, 1362)
deity-idol (722, 2027, 784, 2127)
masthead-rule (40, 110, 1500, 114)
page-label: Page - (1357, 69, 1440, 96)
jayanti-story (43, 1350, 454, 1488)
lead-bottom-rule (43, 756, 1078, 757)
health-camp-guests (657, 1528, 1079, 1613)
